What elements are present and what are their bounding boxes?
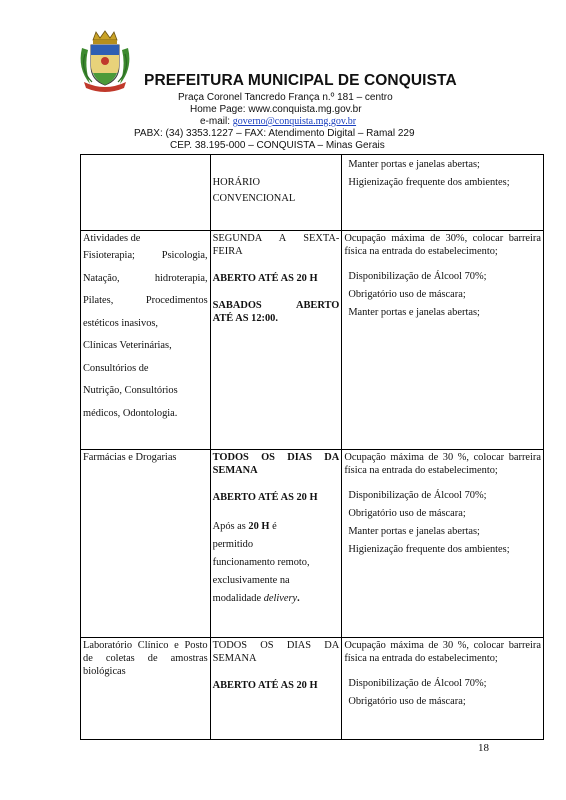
schedule-cell <box>210 638 342 740</box>
activity-line: Laboratório Clínico e Posto de coletas de amostras biológicas <box>83 640 208 677</box>
schedule-bold-line: ABERTO ATÉ AS 20 H <box>212 680 318 691</box>
measure-item: Obrigatório uso de máscara; <box>348 696 466 707</box>
schedule-bold-line: ABERTO ATÉ AS 20 H <box>212 492 318 503</box>
page-number: 18 <box>478 742 489 754</box>
email-line <box>200 116 356 128</box>
measure-item: Ocupação máxima de 30 %, colocar barreira física na entrada do estabelecimento; <box>344 452 541 476</box>
schedule-cell <box>210 450 342 638</box>
schedule-bold-line: TODOS OS DIAS DA SEMANA <box>212 452 340 476</box>
schedule-bold-line: ABERTO ATÉ AS 20 H <box>212 273 318 284</box>
schedule-line: FEIRA <box>212 246 243 257</box>
schedule-line: TODOS OS DIAS DA SEMANA <box>212 640 340 664</box>
activity-cell <box>81 638 211 740</box>
schedule-cell <box>210 155 342 231</box>
activity-line: Natação, hidroterapia, <box>83 272 208 284</box>
phone-line: PABX: (34) 3353.1227 – FAX: Atendimento Digital – Ramal 229 <box>134 128 415 139</box>
schedule-line: CONVENCIONAL <box>212 193 296 204</box>
schedule-line: funcionamento remoto, <box>212 557 310 568</box>
schedule-line: exclusivamente na <box>212 575 290 586</box>
email-link[interactable]: governo@conquista.mg.gov.br <box>232 116 357 127</box>
schedule-note: Após as 20 H é permitido funcionamento remoto, exclusivamente na modalidade delivery. <box>213 518 340 608</box>
schedule-line: SEGUNDA A SEXTA- <box>212 233 340 244</box>
rules-table <box>80 154 544 740</box>
schedule-line: permitido <box>212 539 254 550</box>
measure-item: Disponibilização de Álcool 70%; <box>348 490 487 501</box>
activity-line: Atividades de <box>83 233 141 244</box>
measure-item: Manter portas e janelas abertas; <box>348 526 480 537</box>
municipality-title: PREFEITURA MUNICIPAL DE CONQUISTA <box>144 72 457 89</box>
measure-item: Manter portas e janelas abertas; <box>348 307 480 318</box>
measure-item: Disponibilização de Álcool 70%; <box>348 271 487 282</box>
measures-cell <box>342 155 544 231</box>
measures-cell <box>342 638 544 740</box>
schedule-bold-line: SABADOS ABERTO <box>212 300 340 311</box>
homepage-line: Home Page: www.conquista.mg.gov.br <box>190 104 362 115</box>
measures-cell <box>342 231 544 450</box>
activity-line: médicos, Odontologia. <box>83 407 178 419</box>
measure-item: Obrigatório uso de máscara; <box>348 508 466 519</box>
measures-cell <box>342 450 544 638</box>
email-label: e-mail: <box>200 116 233 127</box>
schedule-cell <box>210 231 342 450</box>
cep-line: CEP. 38.195-000 – CONQUISTA – Minas Gerais <box>170 140 385 151</box>
address-line: Praça Coronel Tancredo França n.º 181 – centro <box>178 92 393 103</box>
activity-cell <box>81 231 211 450</box>
table-row <box>81 450 544 638</box>
measure-item: Manter portas e janelas abertas; <box>348 159 480 170</box>
table-row <box>81 231 544 450</box>
activity-cell <box>81 155 211 231</box>
table-row <box>81 638 544 740</box>
activity-line: Nutrição, Consultórios <box>83 385 178 396</box>
letterhead <box>0 0 566 158</box>
coat-of-arms-icon <box>76 30 134 92</box>
measure-item: Ocupação máxima de 30 %, colocar barreira física na entrada do estabelecimento; <box>344 640 541 664</box>
activity-line: Farmácias e Drogarias <box>83 452 177 463</box>
activity-cell <box>81 450 211 638</box>
measure-item: Higienização frequente dos ambientes; <box>348 177 510 188</box>
measure-item: Higienização frequente dos ambientes; <box>348 544 510 555</box>
activity-line: Pilates, Procedimentos <box>83 295 208 306</box>
schedule-bold-line: ATÉ AS 12:00. <box>212 313 278 324</box>
activity-line: Clínicas Veterinárias, <box>83 340 172 351</box>
measure-item: Ocupação máxima de 30%, colocar barreira física na entrada do estabelecimento; <box>344 233 541 257</box>
measure-item: Disponibilização de Álcool 70%; <box>348 678 487 689</box>
activity-line: estéticos inasivos, <box>83 317 159 329</box>
table-row <box>81 155 544 231</box>
activity-line: Fisioterapia; Psicologia, <box>83 250 208 261</box>
measure-item: Obrigatório uso de máscara; <box>348 289 466 300</box>
schedule-line: HORÁRIO <box>212 177 260 188</box>
activity-line: Consultórios de <box>83 362 149 374</box>
